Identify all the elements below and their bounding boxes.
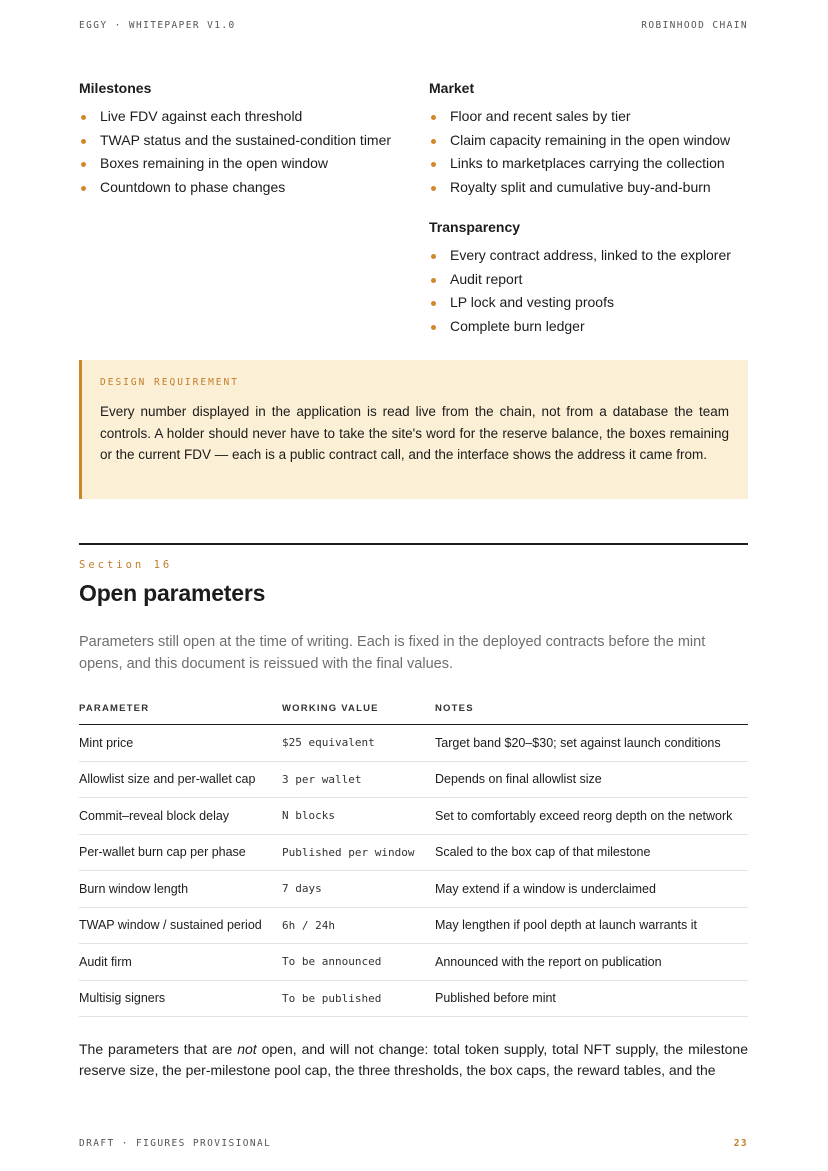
page-number: 23: [733, 1138, 748, 1149]
callout-body: Every number displayed in the application is read live from the chain, not from a database the team controls. A holder should never have to take the site's word for the reserve balance, the boxes remaining or the current FDV — each is a public contract call, and the interface shows the address it came from.: [100, 404, 729, 462]
table-row: [79, 908, 748, 945]
table-row: [79, 798, 748, 835]
column-header-notes: NOTES: [435, 702, 474, 714]
list-item: Claim capacity remaining in the open window: [429, 129, 748, 153]
value-cell: To be published: [282, 991, 382, 1005]
parameter-cell: Commit–reveal block delay: [79, 808, 230, 823]
value-cell: To be announced: [282, 955, 382, 969]
market-list: [429, 105, 748, 199]
notes-cell: Set to comfortably exceed reorg depth on the network: [435, 808, 733, 823]
list-item: Countdown to phase changes: [79, 176, 429, 200]
list-item: Live FDV against each threshold: [79, 105, 429, 129]
milestones-list: [79, 105, 429, 199]
table-row: [79, 762, 748, 799]
table-row: [79, 981, 748, 1018]
parameter-cell: Allowlist size and per-wallet cap: [79, 772, 256, 787]
list-item: Boxes remaining in the open window: [79, 152, 429, 176]
transparency-heading: Transparency: [429, 219, 521, 235]
value-cell: N blocks: [282, 809, 335, 823]
draft-notice: DRAFT · FIGURES PROVISIONAL: [79, 1138, 272, 1149]
closing-emphasis: not: [237, 1041, 257, 1057]
parameter-cell: Burn window length: [79, 881, 189, 896]
notes-cell: May lengthen if pool depth at launch warrants it: [435, 918, 697, 933]
parameter-cell: Per-wallet burn cap per phase: [79, 845, 246, 860]
market-column: [429, 80, 748, 338]
table-row: [79, 871, 748, 908]
section-divider: [79, 543, 748, 545]
value-cell: $25 equivalent: [282, 736, 375, 750]
milestones-column: [79, 80, 429, 338]
notes-cell: Depends on final allowlist size: [435, 772, 602, 787]
table-row: [79, 725, 748, 762]
table-row: [79, 944, 748, 981]
section-title: Open parameters: [79, 580, 266, 606]
closing-text-end: open, and will not change: total token supply, total NFT supply, the milestone reserve size, the per-milestone pool cap, the three thresholds, the box caps, the reward tables, and the: [79, 1041, 748, 1078]
column-header-parameter: PARAMETER: [79, 702, 150, 714]
notes-cell: Scaled to the box cap of that milestone: [435, 845, 651, 860]
closing-text-start: The parameters that are: [79, 1041, 238, 1057]
market-heading: Market: [429, 80, 475, 96]
list-item: Audit report: [429, 268, 748, 292]
transparency-list: [429, 244, 748, 338]
notes-cell: Target band $20–$30; set against launch conditions: [435, 735, 721, 750]
closing-paragraph: [79, 1039, 748, 1081]
milestones-heading: Milestones: [79, 80, 152, 96]
list-item: Links to marketplaces carrying the collection: [429, 152, 748, 176]
callout-label: DESIGN REQUIREMENT: [100, 377, 239, 388]
notes-cell: Published before mint: [435, 991, 556, 1006]
column-header-working-value: WORKING VALUE: [282, 702, 379, 714]
feature-columns: [79, 80, 748, 338]
value-cell: 6h / 24h: [282, 918, 335, 932]
list-item: Complete burn ledger: [429, 315, 748, 339]
chain-name: ROBINHOOD CHAIN: [641, 20, 748, 31]
value-cell: 7 days: [282, 882, 322, 896]
parameter-cell: TWAP window / sustained period: [79, 918, 262, 933]
section-number: Section 16: [79, 559, 173, 571]
parameter-cell: Mint price: [79, 735, 134, 750]
parameters-table: [79, 692, 748, 1017]
list-item: LP lock and vesting proofs: [429, 291, 748, 315]
list-item: Every contract address, linked to the explorer: [429, 244, 748, 268]
value-cell: 3 per wallet: [282, 772, 362, 786]
running-footer: [79, 1138, 748, 1152]
section-lead: Parameters still open at the time of writing. Each is fixed in the deployed contracts before the mint opens, and this document is reissued with the final values.: [79, 634, 706, 672]
value-cell: Published per window: [282, 845, 415, 859]
parameter-cell: Multisig signers: [79, 991, 166, 1006]
list-item: Royalty split and cumulative buy-and-burn: [429, 176, 748, 200]
notes-cell: Announced with the report on publication: [435, 954, 662, 969]
notes-cell: May extend if a window is underclaimed: [435, 881, 656, 896]
design-requirement-callout: [79, 360, 748, 499]
parameter-cell: Audit firm: [79, 954, 132, 969]
list-item: Floor and recent sales by tier: [429, 105, 748, 129]
list-item: TWAP status and the sustained-condition timer: [79, 129, 429, 153]
table-header: [79, 692, 748, 725]
table-row: [79, 835, 748, 872]
document-title: EGGY · WHITEPAPER V1.0: [79, 20, 236, 31]
running-header: [79, 20, 748, 34]
